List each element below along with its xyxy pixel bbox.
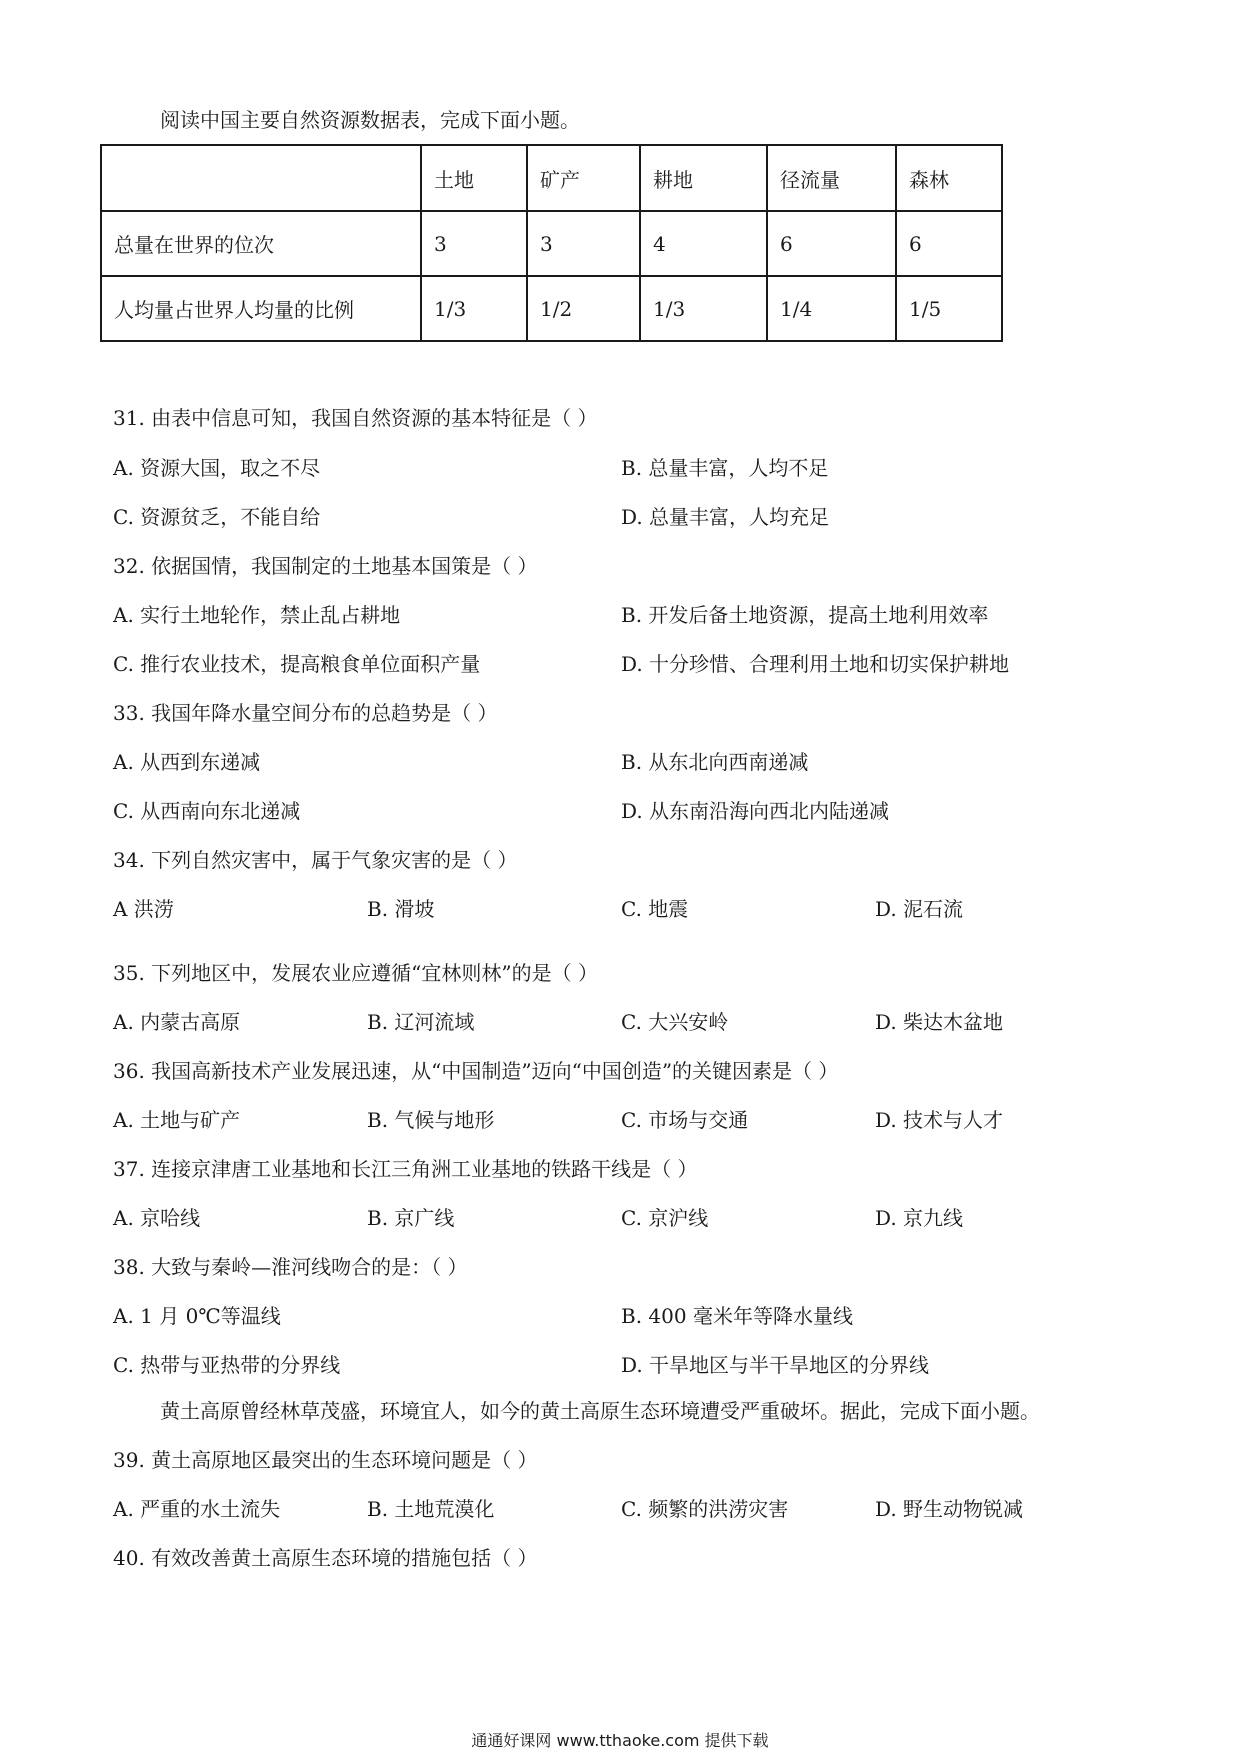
question-35-option-c: C. 大兴安岭 [621, 1010, 729, 1034]
question-32-option-c: C. 推行农业技术，提高粮食单位面积产量 [113, 652, 481, 676]
question-36-option-d: D. 技术与人才 [875, 1108, 1004, 1132]
intro-text-loess-plateau: 黄土高原曾经林草茂盛，环境宜人，如今的黄土高原生态环境遭受严重破坏。据此，完成下面小题。 [160, 1399, 1040, 1423]
table-cell: 4 [640, 211, 767, 276]
question-33-stem: 33. 我国年降水量空间分布的总趋势是（ ） [113, 701, 498, 725]
question-39-option-c: C. 频繁的洪涝灾害 [621, 1497, 789, 1521]
question-34-option-a: A 洪涝 [113, 897, 174, 921]
table-cell: 6 [896, 211, 1002, 276]
question-36-option-a: A. 土地与矿产 [113, 1108, 241, 1132]
question-35-option-d: D. 柴达木盆地 [875, 1010, 1004, 1034]
question-34-option-c: C. 地震 [621, 897, 689, 921]
question-38-option-a: A. 1 月 0℃等温线 [113, 1304, 281, 1328]
table-row [101, 276, 1002, 341]
question-33-option-c: C. 从西南向东北递减 [113, 799, 301, 823]
question-36-stem: 36. 我国高新技术产业发展迅速，从“中国制造”迈向“中国创造”的关键因素是（ ） [113, 1059, 839, 1083]
page-footer: 通通好课网 www.tthaoke.com 提供下载 [471, 1731, 769, 1750]
question-31-stem: 31. 由表中信息可知，我国自然资源的基本特征是（ ） [113, 406, 598, 430]
table-cell: 1/5 [896, 276, 1002, 341]
question-35-stem: 35. 下列地区中，发展农业应遵循“宜林则林”的是（ ） [113, 961, 598, 985]
question-37-option-c: C. 京沪线 [621, 1206, 709, 1230]
question-34-option-d: D. 泥石流 [875, 897, 964, 921]
intro-text-resources: 阅读中国主要自然资源数据表，完成下面小题。 [160, 108, 580, 132]
table-row [101, 211, 1002, 276]
question-39-option-d: D. 野生动物锐减 [875, 1497, 1024, 1521]
question-33-option-d: D. 从东南沿海向西北内陆递减 [621, 799, 890, 823]
table-cell: 土地 [421, 145, 527, 211]
question-33-option-b: B. 从东北向西南递减 [621, 750, 809, 774]
table-cell: 1/3 [640, 276, 767, 341]
question-37-stem: 37. 连接京津唐工业基地和长江三角洲工业基地的铁路干线是（ ） [113, 1157, 698, 1181]
question-32-option-b: B. 开发后备土地资源，提高土地利用效率 [621, 603, 989, 627]
question-38-stem: 38. 大致与秦岭—淮河线吻合的是：（ ） [113, 1255, 468, 1279]
question-32-stem: 32. 依据国情，我国制定的土地基本国策是（ ） [113, 554, 538, 578]
table-cell: 耕地 [640, 145, 767, 211]
table-cell: 总量在世界的位次 [101, 211, 421, 276]
table-cell: 6 [767, 211, 896, 276]
table-cell: 人均量占世界人均量的比例 [101, 276, 421, 341]
table-cell: 森林 [896, 145, 1002, 211]
question-34-stem: 34. 下列自然灾害中，属于气象灾害的是（ ） [113, 848, 518, 872]
table-cell: 3 [421, 211, 527, 276]
question-38-option-d: D. 干旱地区与半干旱地区的分界线 [621, 1353, 930, 1377]
question-38-option-c: C. 热带与亚热带的分界线 [113, 1353, 341, 1377]
question-31-option-c: C. 资源贫乏，不能自给 [113, 505, 321, 529]
question-39-option-a: A. 严重的水土流失 [113, 1497, 281, 1521]
question-31-option-b: B. 总量丰富，人均不足 [621, 456, 829, 480]
resource-data-table [100, 144, 1003, 342]
question-38-option-b: B. 400 毫米年等降水量线 [621, 1304, 853, 1328]
question-36-option-b: B. 气候与地形 [367, 1108, 495, 1132]
question-37-option-b: B. 京广线 [367, 1206, 455, 1230]
table-cell: 矿产 [527, 145, 640, 211]
table-cell: 径流量 [767, 145, 896, 211]
table-cell: 1/3 [421, 276, 527, 341]
table-cell: 1/4 [767, 276, 896, 341]
question-31-option-d: D. 总量丰富，人均充足 [621, 505, 830, 529]
table-cell: 3 [527, 211, 640, 276]
question-35-option-b: B. 辽河流域 [367, 1010, 475, 1034]
question-32-option-d: D. 十分珍惜、合理利用土地和切实保护耕地 [621, 652, 1010, 676]
table-cell: 1/2 [527, 276, 640, 341]
question-37-option-a: A. 京哈线 [113, 1206, 201, 1230]
question-32-option-a: A. 实行土地轮作，禁止乱占耕地 [113, 603, 401, 627]
question-33-option-a: A. 从西到东递减 [113, 750, 261, 774]
question-37-option-d: D. 京九线 [875, 1206, 964, 1230]
table-header-row [101, 145, 1002, 211]
question-31-option-a: A. 资源大国，取之不尽 [113, 456, 321, 480]
question-35-option-a: A. 内蒙古高原 [113, 1010, 241, 1034]
question-39-stem: 39. 黄土高原地区最突出的生态环境问题是（ ） [113, 1448, 538, 1472]
question-40-stem: 40. 有效改善黄土高原生态环境的措施包括（ ） [113, 1546, 538, 1570]
table-cell [101, 145, 421, 211]
question-39-option-b: B. 土地荒漠化 [367, 1497, 495, 1521]
question-36-option-c: C. 市场与交通 [621, 1108, 749, 1132]
question-34-option-b: B. 滑坡 [367, 897, 435, 921]
